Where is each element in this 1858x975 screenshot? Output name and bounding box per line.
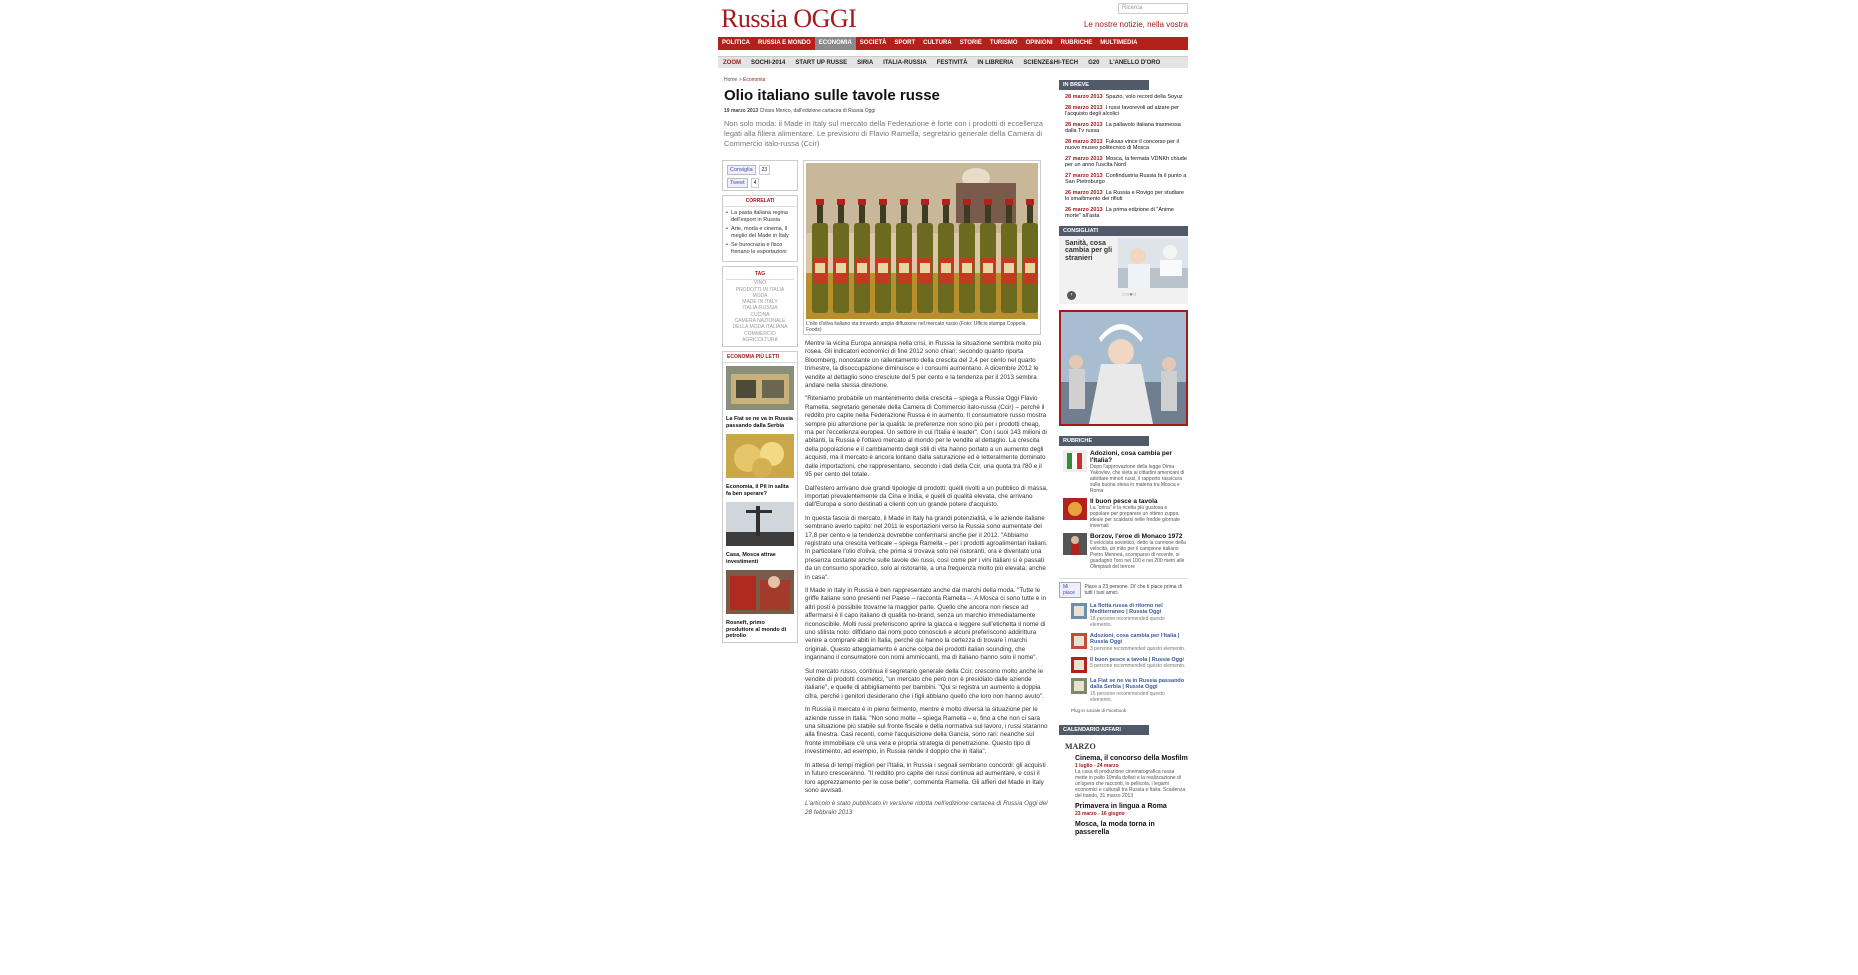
site-header: [718, 0, 1188, 36]
calendar-month: MARZO: [1065, 741, 1096, 751]
nav-item[interactable]: RUSSIA E MONDO: [758, 40, 811, 46]
column-thumbnail[interactable]: [1063, 450, 1087, 472]
right-sidebar: [1059, 80, 1188, 841]
brief-item[interactable]: [1065, 190, 1188, 203]
article-paragraph: In attesa di tempi migliori per l'Italia, in Russia i segnali sembrano concordi: gli acquisti in futuro cresceranno. "Il reddito pro capite dei russi continua ad aumentare, e così il loro apprezzamento per le cose belle", commenta Ramella. Gli alfieri del Made in Italy sono avvisati.: [805, 761, 1046, 794]
photo-of-the-day-image[interactable]: [1061, 312, 1186, 424]
column-item[interactable]: [1063, 498, 1188, 529]
facebook-like-text: Piace a 23 persone. Di' che ti piace prima di tutti i tuoi amici.: [1084, 583, 1182, 596]
calendar-event-title[interactable]: Mosca, la moda torna in passerella: [1075, 820, 1155, 836]
tag-link[interactable]: VINO: [753, 280, 767, 287]
most-read-thumbnail[interactable]: [726, 570, 794, 614]
recommended-title[interactable]: Sanità, cosa cambia per gli stranieri: [1065, 239, 1113, 262]
article-body: [805, 340, 1048, 822]
economy-most-read-box: [722, 351, 798, 643]
recommendation-text: [1090, 678, 1188, 703]
brief-item[interactable]: [1065, 122, 1188, 135]
article-byline: [724, 108, 875, 114]
left-sidebar: [722, 160, 798, 647]
breadcrumb: [724, 77, 765, 83]
related-link[interactable]: • La pasta italiana regina dell'export in Russia: [731, 210, 793, 223]
facebook-page-like-button[interactable]: Mi piace: [1059, 582, 1081, 598]
tags-box: [722, 266, 798, 347]
tag-link[interactable]: COMMERCIO: [744, 330, 776, 337]
recommendation-count: 3 persone recommended questo elemento.: [1090, 645, 1186, 652]
most-read-title[interactable]: Rosneft, primo produttore al mondo di petrolio: [726, 620, 787, 640]
column-text: [1090, 533, 1188, 570]
calendar-event-description: La casa di produzione cinematografica russa mette in palio 10mila dollari e la realizzazione di un'opera che racconti, in pellicola, i legami economici e culturali tra Russia e Italia. Scadenza del bando, 31 marzo 2013: [1075, 768, 1186, 799]
brief-item[interactable]: [1065, 156, 1188, 169]
column-item[interactable]: [1063, 450, 1188, 494]
facebook-like-count: 23: [759, 165, 771, 175]
facebook-plugin-label[interactable]: Plug-in sociale di Facebook: [1071, 707, 1127, 713]
column-description: La "orina" è la ricetta più gustosa e popolare per preparare un ottimo zuppa, ideale per scaldarsi nelle fredde giornate invernali: [1090, 504, 1181, 529]
brief-date: 28 marzo 2013: [1065, 121, 1103, 128]
most-read-item[interactable]: [723, 499, 797, 567]
column-title[interactable]: Adozioni, cosa cambia per l'Italia?: [1090, 449, 1172, 464]
brief-date: 26 marzo 2013: [1065, 206, 1103, 213]
most-read-thumbnail[interactable]: [726, 366, 794, 410]
most-read-thumbnail[interactable]: [726, 502, 794, 546]
column-text: [1090, 498, 1188, 529]
subnav-item[interactable]: ZOOM: [723, 60, 741, 66]
subnav-item[interactable]: L'ANELLO D'ORO: [1109, 60, 1161, 66]
facebook-recommendation[interactable]: [1071, 657, 1188, 673]
brief-title[interactable]: Fuksas vince il concorso per il nuovo museo politecnico di Mosca: [1065, 138, 1179, 151]
recommendation-title[interactable]: La Fiat se ne va in Russia passando dalla Serbia | Russia Oggi: [1090, 677, 1185, 690]
related-heading: CORRELATI: [723, 196, 797, 207]
article-paragraph: "Riteniamo probabile un mantenimento della crescita – spiega a Russia Oggi Flavio Ramella, segretario generale della Camera di Commercio italo-russa (Ccir) – perché il reddito pro capite nella Federazione Russa è in aumento. Il consumatore russo mostra sempre più attenzione per la qualità: le preferenze non sono più per i prodotti cheap, ma per l'eccellenza europea. Un settore in cui l'Italia è leader". Con i suoi 143 milioni di abitanti, la Russia è l'ottavo mercato al mondo per le vendite al dettaglio. La crescita della popolazione e il cambiamento degli stili di vita hanno portato a un aumento degli acquisti, ma il mercato è ancora lontano dalla saturazione ed è letteralmente dominato dalle importazioni, che rappresentano, secondo i dati della Ccir, una quota tra l'80 e il 95 per cento del totale.: [805, 395, 1047, 479]
facebook-recommendation[interactable]: [1071, 603, 1188, 628]
brief-item[interactable]: [1065, 207, 1188, 220]
column-description: Il velocista sovietico, detto la cannone della velocità, un mito per il campione italiano Pietro Mennea, scomparso di recente, si guadagnò l'oro nei 100 e nei 200 metri alle Olimpiadi del terrore: [1090, 539, 1186, 570]
business-calendar-box: [1059, 725, 1188, 837]
facebook-like-bar: [1059, 582, 1188, 598]
in-brief-heading: IN BREVE: [1059, 80, 1149, 90]
brief-date: 28 marzo 2013: [1065, 138, 1103, 145]
recommended-box: [1059, 226, 1188, 304]
article-note: L'articolo è stato pubblicato in versione ridotta nell'edizione cartacea di Russia Oggi del 28 febbraio 2013: [805, 800, 1048, 816]
brief-item[interactable]: [1065, 94, 1188, 101]
page: [718, 0, 1188, 975]
tweet-button[interactable]: Tweet: [727, 178, 748, 188]
brief-item[interactable]: [1065, 105, 1188, 118]
column-description: Dopo l'approvazione della legge Dima Yakovlev, che vieta ai cittadini americani di adottare minori russi, il rapporto rassicura sulla buona stesa in materia tra Mosca e Roma: [1090, 463, 1185, 494]
tag-link[interactable]: PRODOTTI IN ITALIA: [735, 286, 785, 293]
recommended-image[interactable]: [1118, 238, 1188, 288]
column-text: [1090, 450, 1188, 494]
brief-date: 26 marzo 2013: [1065, 189, 1103, 196]
calendar-event-title[interactable]: Cinema, il concorso della Mosfilm: [1075, 754, 1188, 762]
facebook-like-button[interactable]: Consiglia: [727, 165, 756, 175]
brief-date: 27 marzo 2013: [1065, 155, 1103, 162]
nav-item[interactable]: POLITICA: [722, 40, 750, 46]
column-thumbnail[interactable]: [1063, 498, 1087, 520]
columns-heading: RUBRICHE: [1059, 436, 1149, 446]
photo-of-the-day-box: [1059, 310, 1188, 426]
recommendation-text: [1090, 657, 1185, 673]
brief-date: 27 marzo 2013: [1065, 172, 1103, 179]
facebook-recommendation[interactable]: [1071, 678, 1188, 703]
recommendation-count: 18 persone recommended questo elemento.: [1090, 615, 1165, 628]
brief-item[interactable]: [1065, 139, 1188, 152]
brief-title[interactable]: La Russia e Rovigo per studiare lo smaltimento dei rifiuti: [1065, 189, 1184, 202]
subnav-item[interactable]: IN LIBRERIA: [977, 60, 1014, 66]
recommendation-text: [1090, 633, 1188, 652]
business-calendar-heading: CALENDARIO AFFARI: [1059, 725, 1149, 735]
calendar-event-title[interactable]: Primavera in lingua a Roma: [1075, 802, 1167, 810]
social-share-box: [722, 160, 798, 191]
calendar-event[interactable]: [1075, 755, 1188, 799]
article-paragraph: Sul mercato russo, continua il segretario generale della Ccir, crescono molto anche le vendite di prodotti cosmetici, "un mercato che però non è presidiato dalle aziende italiane", e quelle di abbigliamento per bambini. "Qui si registra un aumento a doppia cifra, perché i genitori desiderano che i figli abbiano quello che loro non hanno avuto".: [805, 667, 1044, 700]
nav-item[interactable]: CULTURA: [923, 40, 952, 46]
tag-link[interactable]: CUCINA: [750, 311, 770, 318]
recommendation-text: [1090, 603, 1188, 628]
site-logo[interactable]: Russia OGGI: [721, 4, 857, 33]
brief-title[interactable]: Mosca, la fermata VDNKh chiude per un anno l'uscita Nord: [1065, 155, 1187, 168]
column-item[interactable]: [1063, 533, 1188, 570]
related-box: [722, 195, 798, 262]
related-link[interactable]: • Se burocrazia e fisco frenano le esportazioni: [731, 242, 793, 255]
nav-item[interactable]: MULTIMEDIA: [1100, 40, 1138, 46]
article-paragraph: Mentre la vicina Europa annaspa nella crisi, in Russia la situazione sembra molto più rosea. Gli indicatori economici di fine 2012 sono chiari: secondo quanto riporta Bloomberg, nonostante un rallentamento della crescita del 2,4 per cento nel quarto trimestre, la disoccupazione diminuisce e i consumi aumentano. A dicembre 2012 le vendite al dettaglio sono cresciute del 5 per cento e la tendenza per il 2013 sembra andare nella stessa direzione.: [805, 340, 1042, 390]
subnav-item[interactable]: SOCHI-2014: [751, 60, 786, 66]
tweet-count: 4: [751, 178, 760, 188]
tweet-row: [727, 178, 793, 188]
tag-link[interactable]: ITALIA-RUSSIA: [742, 305, 778, 312]
most-read-item[interactable]: [723, 431, 797, 499]
economy-most-read-heading: ECONOMIA PIÙ LETTI: [723, 352, 797, 363]
most-read-item[interactable]: [723, 567, 797, 642]
column-title[interactable]: Borzov, l'eroe di Monaco 1972: [1090, 532, 1183, 540]
site-tagline: Le nostre notizie, nella vostra: [1083, 20, 1188, 29]
brief-date: 28 marzo 2013: [1065, 104, 1103, 111]
recommendation-thumbnail[interactable]: [1071, 678, 1087, 694]
nav-item[interactable]: STORIE: [959, 40, 982, 46]
recommendation-thumbnail[interactable]: [1071, 657, 1087, 673]
facebook-box: [1059, 578, 1188, 713]
brief-title[interactable]: Spazio, volo record della Soyuz: [1105, 94, 1183, 100]
columns-box: [1059, 436, 1188, 570]
calendar-event-date: 23 marzo - 16 giugno: [1075, 810, 1125, 817]
column-thumbnail[interactable]: [1063, 533, 1087, 555]
calendar-event[interactable]: [1075, 821, 1188, 837]
tag-link[interactable]: MODA: [752, 292, 768, 299]
breadcrumb-home[interactable]: Home: [724, 77, 738, 83]
recommendation-title[interactable]: Il buon pesce a tavola | Russia Oggi: [1090, 656, 1184, 663]
carousel-pager[interactable]: ○○●○: [1122, 291, 1137, 298]
calendar-event[interactable]: [1075, 803, 1188, 817]
subnav-item[interactable]: ITALIA-RUSSIA: [883, 60, 927, 66]
article-date: 19 marzo 2013: [724, 108, 759, 114]
recommendation-count: 15 persone recommended questo elemento.: [1090, 690, 1165, 703]
tag-link[interactable]: CAMERA NAZIONALE DELLA MODA ITALIANA: [732, 318, 788, 331]
subnav-item[interactable]: SCIENZE&HI-TECH: [1023, 60, 1079, 66]
brief-title[interactable]: La pallavolo italiana trasmessa dalla Tv russa: [1065, 121, 1181, 134]
facebook-recommendation[interactable]: [1071, 633, 1188, 652]
nav-item[interactable]: ECONOMIA: [815, 37, 856, 50]
search-input[interactable]: Ricerca: [1118, 3, 1188, 14]
recommendation-title[interactable]: Adozioni, cosa cambia per l'Italia | Russia Oggi: [1090, 632, 1180, 645]
recommendation-count: 5 persone recommended questo elemento.: [1090, 663, 1186, 669]
nav-item[interactable]: RUBRICHE: [1060, 40, 1093, 46]
main-nav: [718, 37, 1188, 50]
article-title: Olio italiano sulle tavole russe: [724, 87, 940, 104]
photo-caption: L'olio d'oliva italiano sta trovando ampia diffusione nel mercato russo (Foto: Ufficio stampa Coppola Foods): [806, 321, 1026, 333]
tags-heading: TAG: [726, 269, 794, 280]
most-read-item[interactable]: [723, 363, 797, 431]
facebook-like-row: [727, 165, 793, 175]
recommendation-title[interactable]: La flotta russa di ritorno nel Mediterraneo | Russia Oggi: [1090, 602, 1163, 615]
tag-link[interactable]: MADE IN ITALY: [742, 299, 778, 306]
nav-item[interactable]: OPINIONI: [1025, 40, 1053, 46]
recommendation-thumbnail[interactable]: [1071, 633, 1087, 649]
breadcrumb-section[interactable]: Economia: [743, 77, 766, 83]
brief-date: 28 marzo 2013: [1065, 94, 1103, 100]
most-read-title[interactable]: La Fiat se ne va in Russia passando dalla Serbia: [726, 416, 793, 429]
most-read-title[interactable]: Economia, il Pil in salita fa ben sperare?: [726, 484, 789, 497]
subnav-item[interactable]: SIRIA: [857, 60, 874, 66]
recommended-heading: CONSIGLIATI: [1059, 226, 1188, 236]
article-paragraph: In questa fascia di mercato, il Made in Italy ha grandi potenzialità, e le aziende italiane sembrano averlo capito: nel 2011 le esportazioni verso la Russia sono aumentate del 17,8 per cento e la tendenza dovrebbe confermarsi anche per il 2012. "Abbiamo registrato una crescita verticale – spiega Ramella – per i prodotti agroalimentari italiani. In particolare l'olio d'oliva, che prima si trovava solo nei ristoranti, ora è diventato una presenza costante anche sulle tavole dei russi, così come per i vini italiani si è passati da un consumo sporadico, solo al ristorante, a una frequenza molto più elevata, anche in casa".: [805, 514, 1048, 581]
nav-item[interactable]: SPORT: [894, 40, 916, 46]
nav-item[interactable]: TURISMO: [989, 40, 1018, 46]
carousel-prev-icon[interactable]: ‹: [1067, 291, 1076, 300]
brief-title[interactable]: La prima edizione di "Anime morte" all'asta: [1065, 206, 1174, 219]
brief-item[interactable]: [1065, 173, 1188, 186]
breadcrumb-separator: >: [737, 77, 744, 83]
recommendation-thumbnail[interactable]: [1071, 603, 1087, 619]
tag-link[interactable]: AGRICOLTURA: [742, 336, 778, 343]
article-paragraph: In Russia il mercato è in pieno fermento, mentre è molto diversa la situazione per le aziende russe in Italia. "Non sono molte – spiega Ramella – e, fino a che non ci sarà una situazione più stabile sul fronte fiscale e della normativa sul lavoro, i russi staranno alla finestra. Casi recenti, come l'acquisizione della Gancia, sono rari: neanche sul fronte immobiliare c'è una vera e propria strategia di penetrazione. Questo tipo di investimento, ad esempio, in Russia rende il doppio che in Italia".: [805, 706, 1048, 756]
article-author: Chiara Merico, dall'edizione cartacea di Russia Oggi: [758, 108, 876, 114]
article-photo-box: [803, 160, 1041, 335]
calendar-event-date: 1 luglio - 24 marzo: [1075, 762, 1119, 769]
related-link[interactable]: • Arte, moda e cinema, il meglio del Made in Italy: [731, 226, 793, 239]
article-lead: Non solo moda: il Made in Italy sul mercato della Federazione è forte con i prodotti di eccellenza legati alla filiera alimentare. Le previsioni di Flavio Ramella, segretario generale della Camera di Commercio italo-russa (Ccir): [724, 119, 1043, 148]
article-paragraph: Il Made in Italy in Russia è ben rappresentato anche dai marchi della moda. "Tutte le griffe italiane sono presenti nel Paese – racconta Ramella –. A Mosca ci sono tutte e in altri posti è possibile trovarne la maggior parte. Quello che ancora non riesce ad affermarsi è il capo italiano di qualità no-brand, senza un marchio immediatamente riconoscibile. Molti russi preferiscono aprire la giacca e leggere sull'etichetta il nome di uno stilista noto: diffidano dai nomi poco conosciuti e alcuni preferiscono addirittura venire a comprare abiti in Italia, perché qui hanno la certezza di trovare i marchi originali. Questo atteggiamento è anche colpa dei prodotti italian sounding, che ingannano il consumatore con nomi ammiccanti, ma di italiano hanno solo il nome".: [805, 586, 1047, 662]
subnav-item[interactable]: G20: [1088, 60, 1100, 66]
sub-nav: [718, 56, 1188, 68]
nav-item[interactable]: SOCIETÀ: [859, 40, 887, 46]
olive-oil-bottles-image[interactable]: [806, 163, 1038, 319]
most-read-thumbnail[interactable]: [726, 434, 794, 478]
brief-title[interactable]: Confindustria Russia fa il punto a San Pietroburgo: [1065, 172, 1187, 185]
subnav-item[interactable]: START UP RUSSE: [795, 60, 848, 66]
brief-title[interactable]: I russi favorevoli ad alzare per l'acquisto degli alcolici: [1065, 104, 1179, 117]
subnav-item[interactable]: FESTIVITÀ: [936, 60, 968, 66]
most-read-title[interactable]: Casa, Mosca attrae investimenti: [726, 552, 776, 565]
article-paragraph: Dall'estero arrivano due grandi tipologie di prodotti: quelli rivolti a un pubblico di massa, importati prevalentemente da Cina e India, e quelli di qualità elevata, che arrivano dall'Europa e sono destinati a clienti con un grande potere d'acquisto.: [805, 484, 1048, 509]
column-title[interactable]: Il buon pesce a tavola: [1090, 497, 1158, 505]
